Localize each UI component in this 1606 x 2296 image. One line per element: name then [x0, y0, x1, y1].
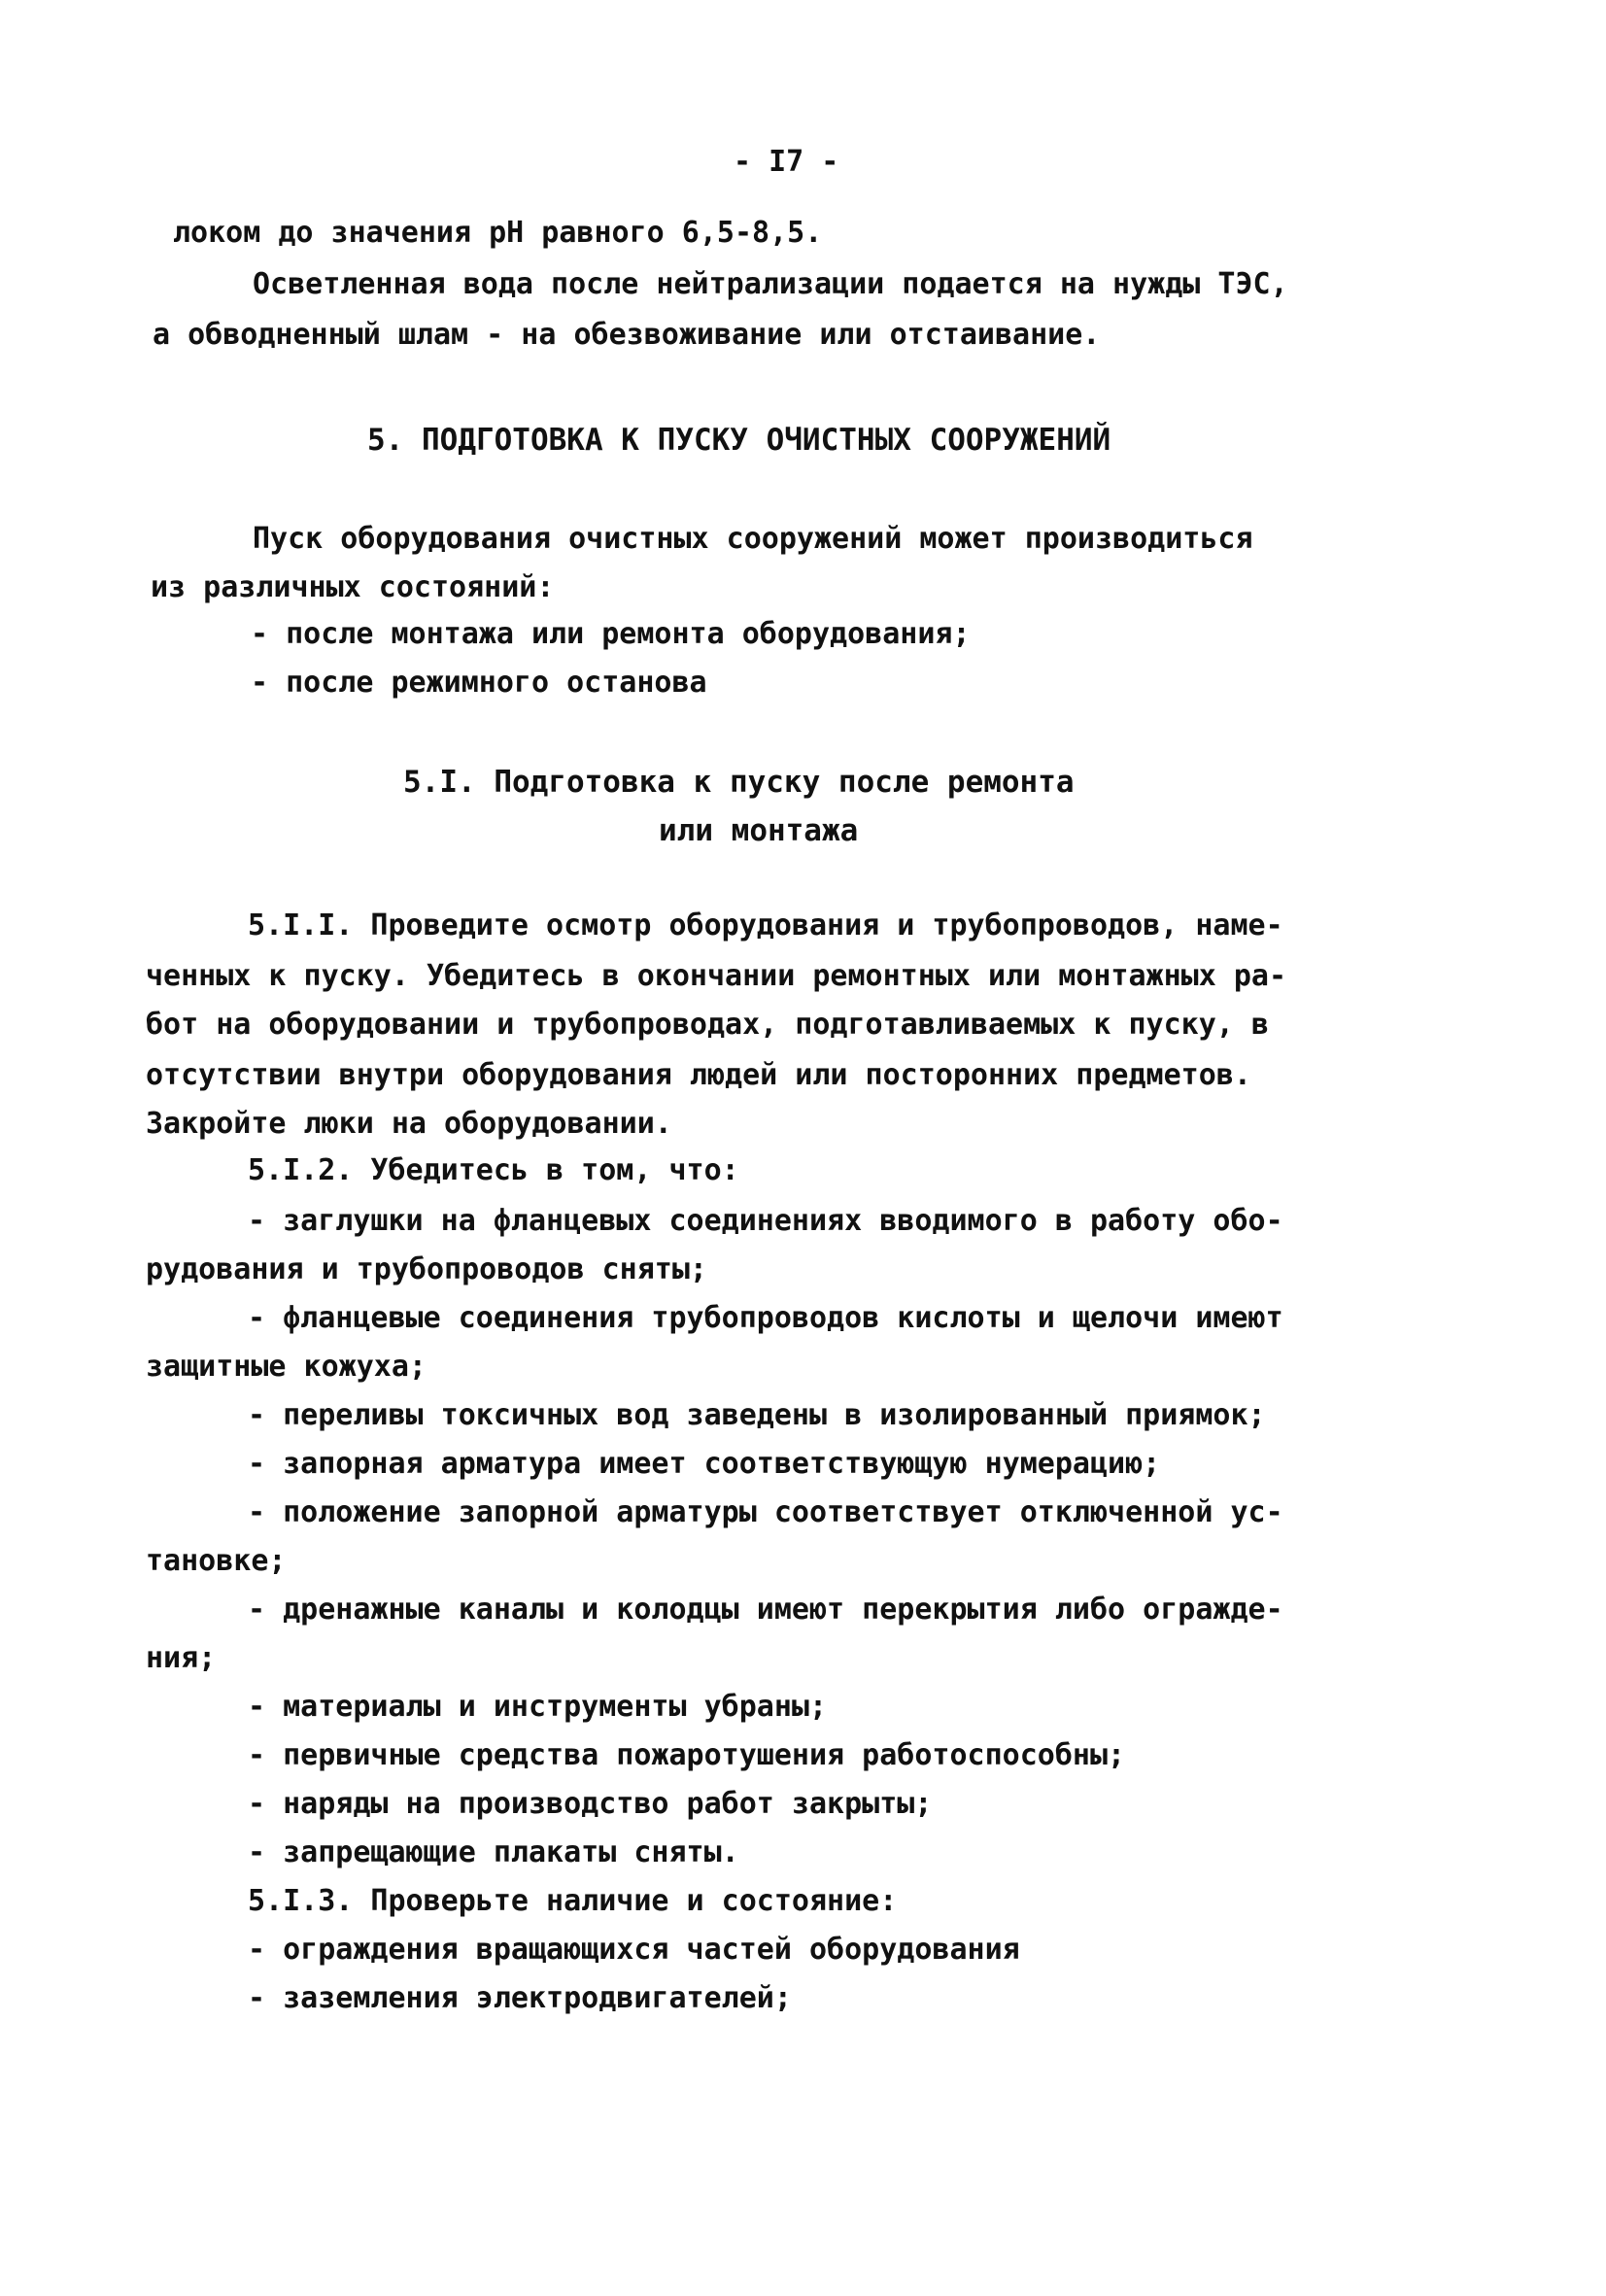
- list-item: рудования и трубопроводов сняты;: [146, 1252, 707, 1286]
- list-item: - дренажные каналы и колодцы имеют перекрытия либо огражде-: [248, 1593, 1283, 1627]
- list-item: - материалы и инструменты убраны;: [248, 1690, 828, 1724]
- intro-line-2: Осветленная вода после нейтрализации подается на нужды ТЭС,: [253, 267, 1288, 301]
- section-5-1-heading-line-1: 5.I. Подготовка к пуску после ремонта: [403, 765, 1075, 800]
- list-item: - после монтажа или ремонта оборудования;: [251, 617, 971, 651]
- page-number: - I7 -: [734, 145, 839, 179]
- list-item: - заглушки на фланцевых соединениях вводимого в работу обо-: [248, 1204, 1283, 1238]
- list-item: тановке;: [146, 1544, 287, 1578]
- list-item: ния;: [146, 1641, 217, 1675]
- list-item: - запрещающие плакаты сняты.: [248, 1835, 739, 1869]
- intro-line-3: а обводненный шлам - на обезвоживание или отстаивание.: [153, 318, 1101, 352]
- paragraph-5-1-2-intro: 5.I.2. Убедитесь в том, что:: [248, 1153, 739, 1187]
- intro-line-1: локом до значения pH равного 6,5-8,5.: [173, 216, 823, 250]
- list-item: - заземления электродвигателей;: [248, 1981, 792, 2015]
- section-5-1-heading-line-2: или монтажа: [659, 813, 859, 848]
- section-5-para-line-1: Пуск оборудования очистных сооружений может производиться: [253, 522, 1253, 556]
- list-item: - первичные средства пожаротушения работоспособны;: [248, 1738, 1126, 1772]
- section-5-para-line-2: из различных состояний:: [151, 570, 555, 604]
- list-item: - фланцевые соединения трубопроводов кислоты и щелочи имеют: [248, 1301, 1283, 1335]
- paragraph-5-1-1-line: Закройте люки на оборудовании.: [146, 1107, 672, 1141]
- list-item: - положение запорной арматуры соответствует отключенной ус-: [248, 1495, 1283, 1529]
- list-item: защитные кожуха;: [146, 1350, 427, 1384]
- list-item: - запорная арматура имеет соответствующую нумерацию;: [248, 1447, 1161, 1481]
- list-item: - переливы токсичных вод заведены в изолированный приямок;: [248, 1398, 1266, 1432]
- list-item: - ограждения вращающихся частей оборудования: [248, 1933, 1020, 1967]
- section-5-heading: 5. ПОДГОТОВКА К ПУСКУ ОЧИСТНЫХ СООРУЖЕНИЙ: [367, 423, 1111, 458]
- list-item: - после режимного останова: [251, 666, 707, 700]
- paragraph-5-1-1-line: отсутствии внутри оборудования людей или посторонних предметов.: [146, 1058, 1251, 1092]
- list-item: - наряды на производство работ закрыты;: [248, 1787, 933, 1821]
- paragraph-5-1-1-line: 5.I.I. Проведите осмотр оборудования и трубопроводов, наме-: [248, 908, 1283, 942]
- paragraph-5-1-3-intro: 5.I.3. Проверьте наличие и состояние:: [248, 1884, 898, 1918]
- paragraph-5-1-1-line: ченных к пуску. Убедитесь в окончании ремонтных или монтажных ра-: [146, 959, 1286, 993]
- paragraph-5-1-1-line: бот на оборудовании и трубопроводах, подготавливаемых к пуску, в: [146, 1008, 1269, 1042]
